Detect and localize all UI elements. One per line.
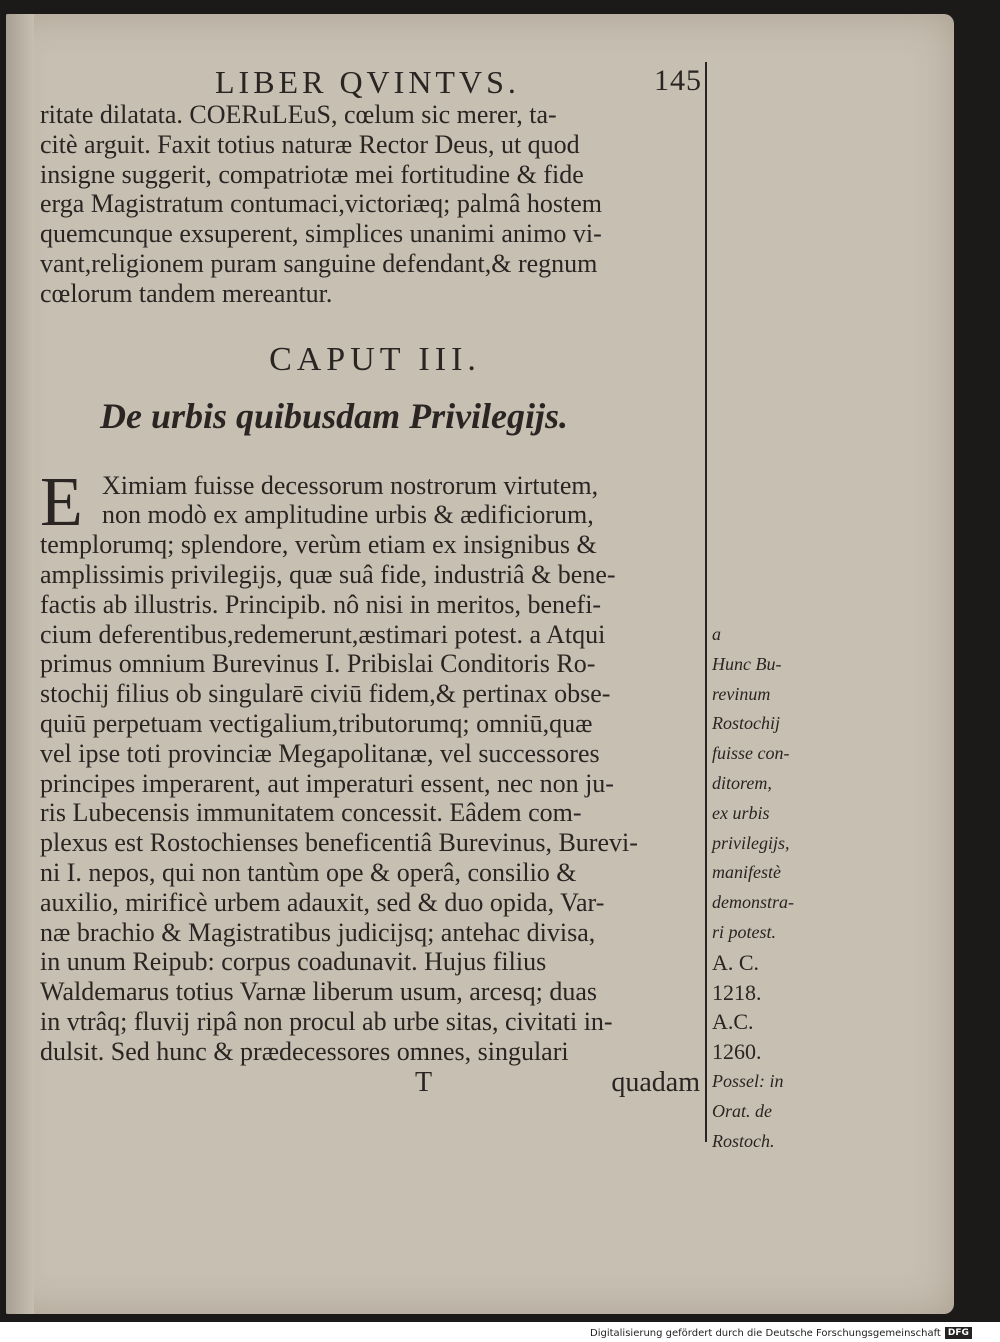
text-line: plexus est Rostochienses beneficentiâ Burevinus, Burevi- [40,828,638,858]
margin-note-line: a [712,624,721,644]
paragraph-2 [40,463,710,1067]
paragraph-1 [40,100,710,309]
page-footer [40,1067,710,1101]
text-line: stochij filius ob singularē civiū fidem,& pertinax obse- [40,679,611,709]
text-line: quiū perpetuam vectigalium,tributorumq; omniū,quæ [40,708,593,738]
margin-note-line: Rostochij [712,713,780,734]
text-line: næ brachio & Magistratibus judicijsq; antehac divisa, [40,917,596,947]
text-line: principes imperarent, aut imperaturi essent, nec non ju- [40,768,614,798]
margin-note-line: Orat. de [712,1100,772,1121]
margin-note-line: Hunc Bu- [712,653,782,674]
text-line: primus omnium Burevinus I. Pribislai Conditoris Ro- [40,649,596,679]
text-line: in vtrâq; fluvij ripâ non procul ab urbe sitas, civitati in- [40,1006,613,1036]
page-number: 145 [654,64,702,97]
text-line: amplissimis privilegijs, quæ suâ fide, industriâ & bene- [40,559,616,589]
margin-note-year: A. C. [712,949,760,975]
page-gutter [6,14,34,1314]
margin-note-line: ex urbis [712,802,770,823]
margin-note-line: demonstra- [712,892,794,913]
text-line: quemcunque exsuperent, simplices unanimi animo vi- [40,219,602,249]
marginal-notes [712,620,832,1156]
text-line: dulsit. Sed hunc & prædecessores omnes, singulari [40,1036,569,1066]
text-line: insigne suggerit, compatriotæ mei fortitudine & fide [40,159,584,189]
text-line: cium deferentibus,redemerunt,æstimari potest. a Atqui [40,619,606,649]
margin-note-line: manifestè [712,862,781,883]
drop-cap: E [40,463,83,541]
margin-note-year: 1260. [712,1039,762,1065]
margin-note-line: revinum [712,683,771,704]
text-line: non modò ex amplitudine urbis & ædificiorum, [102,500,594,530]
text-line: ritate dilatata. COERuLEuS, cœlum sic merer, ta- [40,100,557,129]
credit-text: Digitalisierung gefördert durch die Deutsche Forschungsgemeinschaft [590,1327,941,1339]
text-line: Waldemarus totius Varnæ liberum usum, arcesq; duas [40,977,598,1007]
text-line: erga Magistratum contumaci,victoriæq; palmâ hostem [40,189,602,219]
chapter-subtitle: De urbis quibusdam Privilegijs. [100,395,569,436]
margin-note-line: Possel: in [712,1070,784,1091]
text-line: vant,religionem puram sanguine defendant,& regnum [40,248,598,278]
margin-note-line: privilegijs, [712,832,790,853]
text-line: Ximiam fuisse decessorum nostrorum virtutem, [102,470,599,500]
text-line: in unum Reipub: corpus coadunavit. Hujus filius [40,947,547,977]
digitization-credit [590,1326,972,1340]
text-line: citè arguit. Faxit totius naturæ Rector Deus, ut quod [40,129,580,159]
margin-note-year: A.C. [712,1009,754,1035]
running-header [40,60,710,100]
text-line: ris Lubecensis immunitatem concessit. Eâdem com- [40,798,582,828]
text-line: templorumq; splendore, verùm etiam ex insignibus & [40,530,597,560]
text-line: cœlorum tandem mereantur. [40,278,333,308]
margin-note-line: fuisse con- [712,743,790,764]
text-line: auxilio, mirificè urbem adauxit, sed & duo opida, Var- [40,887,605,917]
dfg-logo-icon: DFG [945,1327,972,1339]
text-column [40,60,710,1101]
catchword: quadam [611,1066,700,1098]
chapter-heading: CAPUT III. [269,340,481,378]
text-line: ni I. nepos, qui non tantùm ope & operâ, consilio & [40,857,577,887]
text-line: factis ab illustris. Principib. nô nisi in meritos, benefi- [40,589,602,619]
margin-note-line: ditorem, [712,772,772,793]
margin-note-line: ri potest. [712,921,777,942]
margin-note-line: Rostoch. [712,1130,775,1151]
margin-note-year: 1218. [712,979,762,1005]
running-title: LIBER QVINTVS. [215,64,520,100]
signature-mark: T [415,1066,433,1098]
text-line: vel ipse toti provinciæ Megapolitanæ, vel successores [40,738,600,768]
